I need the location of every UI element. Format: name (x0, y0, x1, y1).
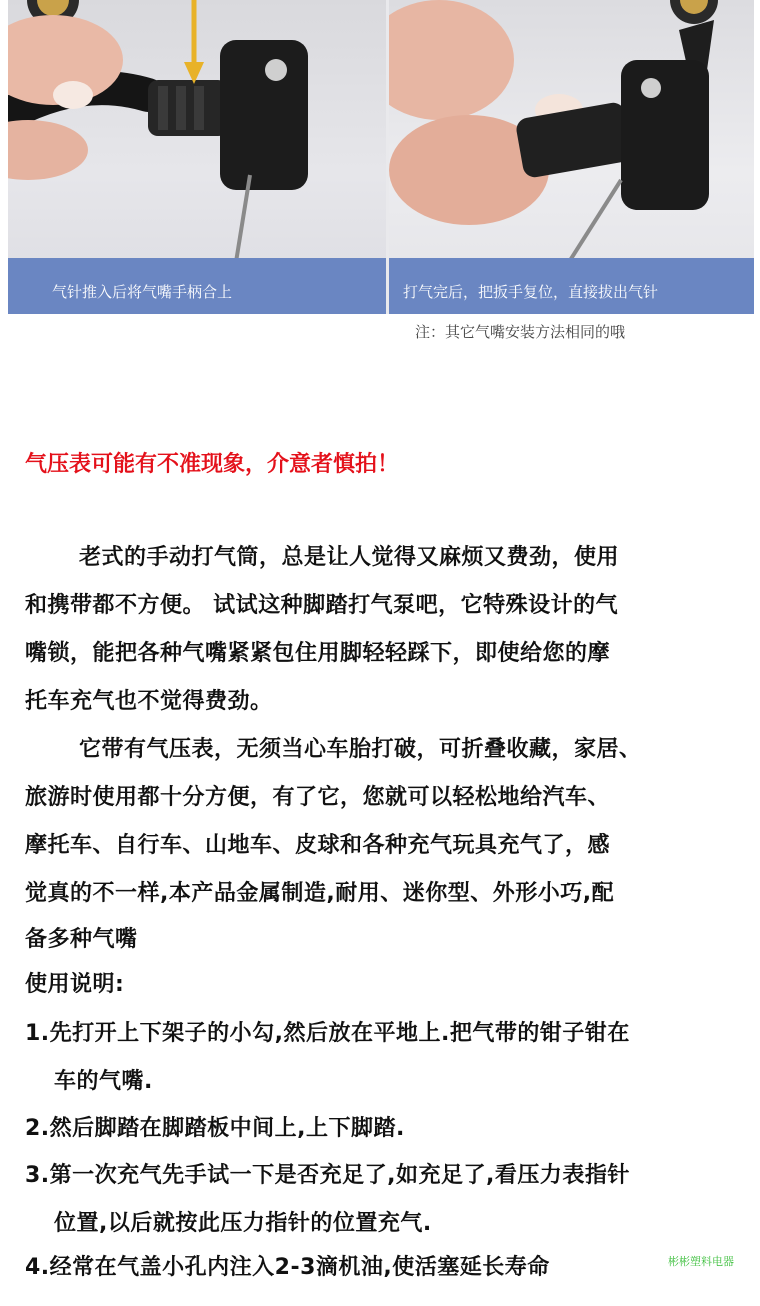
instruction-step-2: 2.然后脚踏在脚踏板中间上,上下脚踏. (25, 1116, 405, 1141)
description-line: 备多种气嘴 (25, 927, 138, 952)
description-line: 和携带都不方便。 试试这种脚踏打气泵吧，它特殊设计的气 (25, 593, 619, 618)
photo-caption-left: 气针推入后将气嘴手柄合上 (52, 283, 233, 301)
description-line: 摩托车、自行车、山地车、皮球和各种充气玩具充气了，感 (25, 833, 611, 858)
description-line: 嘴锁，能把各种气嘴紧紧包住用脚轻轻踩下，即使给您的摩 (25, 641, 611, 666)
accuracy-warning: 气压表可能有不准现象，介意者慎拍！ (25, 452, 400, 477)
description-line: 托车充气也不觉得费劲。 (25, 689, 273, 714)
instruction-step-3: 3.第一次充气先手试一下是否充足了,如充足了,看压力表指针 (25, 1163, 630, 1188)
description-line: 老式的手动打气筒，总是让人觉得又麻烦又费劲，使用 (79, 545, 620, 570)
shop-watermark: 彬彬塑料电器 (668, 1255, 734, 1268)
description-line: 觉真的不一样,本产品金属制造,耐用、迷你型、外形小巧,配 (25, 881, 615, 906)
instructions-heading: 使用说明: (25, 972, 125, 997)
instruction-step-3-cont: 位置,以后就按此压力指针的位置充气. (54, 1211, 432, 1236)
photo-remove-needle (389, 0, 754, 314)
photo-caption-right: 打气完后，把扳手复位，直接拔出气针 (403, 283, 659, 301)
photo-close-handle (8, 0, 386, 314)
instruction-step-1-cont: 车的气嘴. (54, 1069, 153, 1094)
description-line: 它带有气压表，无须当心车胎打破，可折叠收藏，家居、 (79, 737, 642, 762)
instruction-step-1: 1.先打开上下架子的小勾,然后放在平地上.把气带的钳子钳在 (25, 1021, 630, 1046)
description-line: 旅游时使用都十分方便，有了它，您就可以轻松地给汽车、 (25, 785, 611, 810)
installation-note: 注：其它气嘴安装方法相同的哦 (415, 323, 626, 341)
product-photo-strip (8, 0, 754, 314)
instruction-step-4: 4.经常在气盖小孔内注入2-3滴机油,使活塞延长寿命 (25, 1255, 550, 1280)
